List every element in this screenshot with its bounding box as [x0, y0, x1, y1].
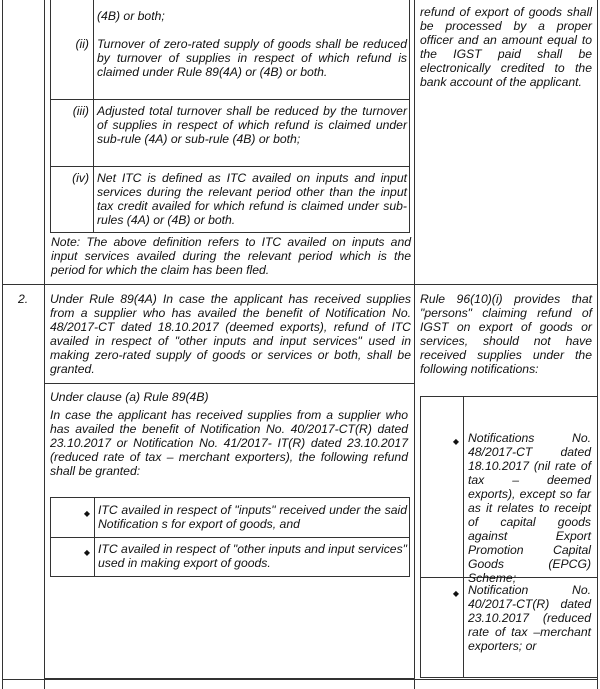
rule-89-4a-text: Under Rule 89(4A) In case the applicant has received supplies from a supplier who has availed the benefit of Notification No. 48/2017-CT dated 18.10.2017 (deemed exports), refund of ITC availed in respect of "other inputs and input services" used in making zero-rated supply of goods or services or both, shall be granted. [50, 292, 411, 376]
clause-title: Under clause (a) Rule 89(4B) [50, 390, 209, 404]
item-ii-number: (ii) [75, 37, 89, 51]
row-serial-number: 2. [18, 292, 29, 306]
diamond-bullet-icon: ◆ [83, 548, 90, 557]
bullet-table-top [50, 497, 410, 498]
right-bullet-2-text: Notification No. 40/2017-CT(R) dated 23.10.2017 (reduced rate of tax –merchant exporters; or [468, 583, 591, 653]
inner-right-border [409, 0, 410, 232]
clause-text: In case the applicant has received supplies from a supplier who has availed the benefit of Notification No. 40/2017-CT(R) dated 23.10.2017 or Notification No. 41/2017- IT(R) dated 23.10.2017 (reduced rate of tax – merchant exporters), the following refund shall be granted: [50, 408, 408, 478]
table-bottom-border [2, 679, 598, 680]
item-iv-text: Net ITC is defined as ITC availed on inputs and input services during the relevant period other than the input tax credit availed for which refund is claimed under sub-rules (4A) or (4B) or both. [97, 171, 407, 227]
inner-num-divider [93, 0, 94, 232]
diamond-bullet-icon: ◆ [83, 509, 90, 518]
item-iii-number: (iii) [72, 104, 89, 118]
right-list-bottom [420, 677, 598, 678]
item-iii-text: Adjusted total turnover shall be reduced by the turnover of supplies in respect of which refund is claimed under sub-rule (4A) or sub-rule (4B) or both; [97, 104, 407, 146]
inner-row-line [50, 166, 410, 167]
inner-left-border [50, 0, 51, 232]
diamond-bullet-icon: ◆ [452, 437, 459, 446]
table-left-border [2, 0, 3, 689]
item-ii-text: Turnover of zero-rated supply of goods shall be reduced by turnover of supplies in respect of which refund is claimed under Rule 89(4A) or (4B) or both. [97, 37, 407, 79]
row-divider [2, 284, 598, 285]
diamond-bullet-icon: ◆ [452, 589, 459, 598]
bullet-table-bottom [50, 576, 410, 577]
table-right-border [597, 0, 598, 689]
item-iv-number: (iv) [72, 171, 89, 185]
right-list-top [420, 396, 598, 397]
rule-96-text: Rule 96(10)(i) provides that "persons" claiming refund of IGST on export of goods or services, should not have received supplies under the following notifications: [420, 292, 592, 376]
right-bullet-1-text: Notifications No. 48/2017-CT dated 18.10.2017 (nil rate of tax – deemed exports), except so far as it relates to receipt of capital goods against Export Promotion Capital Goods (EPCG) Scheme; [468, 431, 591, 585]
bullet-1-text: ITC availed in respect of "inputs" received under the said Notification s for export of goods, and [98, 503, 407, 531]
item-prev-tail: (4B) or both; [97, 9, 165, 23]
bullet-2-text: ITC availed in respect of "other inputs and input services" used in making export of goods. [98, 542, 407, 570]
inner-row-line [50, 99, 410, 100]
bullet-table-mid [50, 537, 410, 538]
inner-bottom-line [50, 232, 410, 233]
right-list-divider [463, 396, 464, 677]
definition-note: Note: The above definition refers to ITC availed on inputs and input services availed during the relevant period which is the period for which the claim has been fled. [51, 235, 411, 277]
top-right-text: refund of export of goods shall be processed by a proper officer and an amount equal to the IGST paid shall be electronically credited to the bank account of the applicant. [420, 5, 592, 89]
